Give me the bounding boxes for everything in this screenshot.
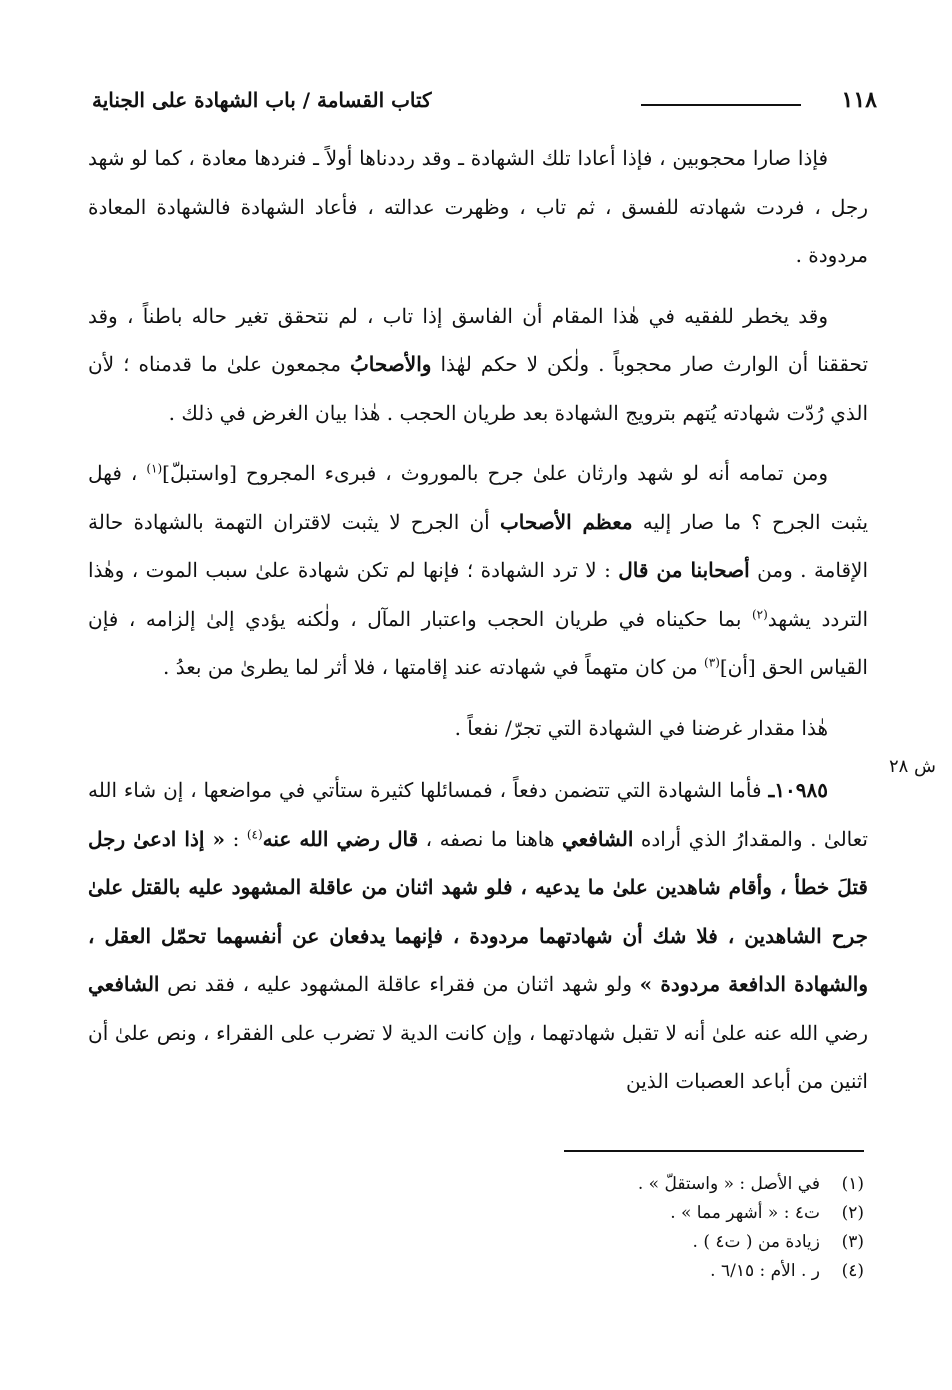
footnote-text: زيادة من ( ت٤ ) . — [692, 1232, 820, 1252]
footnote-text: في الأصل : « واستقلّ » . — [637, 1174, 820, 1194]
body-text — [88, 134, 868, 1118]
footnote-ref: (٢) — [751, 606, 768, 621]
paragraph-4 — [88, 704, 868, 753]
bold-term: معظم الأصحاب — [499, 509, 633, 534]
text-line: ، فهل يثبت الجرح ؟ ما صار إليه — [88, 461, 869, 534]
page-header — [92, 82, 877, 118]
text-line: كانت الدية لا تضرب على الفقراء ، ونص علىٰ أن اثنين من أباعد العصبات الذين — [88, 1020, 868, 1093]
page-number: ١١٨ — [841, 87, 877, 113]
paragraph-3 — [88, 449, 868, 692]
footnote — [264, 1170, 864, 1199]
running-title: كتاب القسامة / باب الشهادة على الجناية — [92, 88, 432, 112]
footnote-rule — [564, 1150, 864, 1152]
text-line: شاء الله تعالىٰ . والمقدارُ الذي أراده — [88, 778, 868, 851]
paragraph-2 — [88, 292, 868, 438]
text-line: ولو شهد اثنان من فقراء — [429, 972, 632, 996]
text-line: هاهنا ما نصفه ، — [425, 826, 555, 851]
footnote-ref: (٤) — [246, 826, 263, 841]
text-line: مجمعون علىٰ — [226, 352, 341, 376]
text-line: : — [232, 826, 240, 851]
bold-term: الشافعي — [561, 826, 634, 851]
footnote — [264, 1257, 864, 1286]
text-line: بما حكيناه في طريان الحجب — [487, 606, 742, 631]
footnote-ref: (١) — [146, 461, 163, 476]
text-line: رضي الله عنه علىٰ أنه لا تقبل شهادتهما ، وإن — [492, 1020, 868, 1045]
bold-term: قال رضي الله عنه — [262, 826, 419, 851]
text-line: أن الجرح لا يثبت — [341, 509, 490, 534]
footnote-ref: (٣) — [704, 655, 720, 670]
footnote-number: (٢) — [841, 1203, 864, 1223]
footnote-text: ر . الأم : ٦/١٥ . — [710, 1261, 820, 1281]
quoted-text: « إذا ادعىٰ رجل قتلَ خطأ ، وأقام شاهدين علىٰ ما يدعيه ، فلو شهد اثنان من عاقلة — [88, 826, 868, 899]
footnote — [264, 1228, 864, 1257]
footnotes — [264, 1170, 864, 1286]
text-line: [واستبلّ] — [162, 461, 237, 485]
text-line: شهادته عند إقامتها ، فلا أثر لما يطرىٰ من بعدُ . — [163, 655, 547, 679]
bold-term: أصحابنا من قال — [618, 558, 750, 582]
text-line: وقد تحققنا أن الوارث صار محجوباً . ولٰكن لا حكم لهٰذا — [88, 303, 869, 376]
header-rule — [641, 104, 801, 106]
text-line: ومن تمامه أنه لو شهد وارثان علىٰ جرح بالموروث ، فبرىء المجروح — [245, 461, 828, 485]
quoted-text: يدفعان عن أنفسهما تحمّل العقل ، والشهادة الدافعة مردودة » — [88, 923, 869, 996]
bold-term: الشافعي — [88, 972, 160, 996]
text-line: من كان متهماً في — [552, 655, 698, 679]
text-line: فالشهادة المعادة مردودة . — [88, 194, 868, 267]
margin-note: ش ٢٨ — [888, 756, 936, 777]
text-line: هٰذا مقدار غرضنا في الشهادة التي تجرّ/ نفعاً . — [454, 715, 828, 740]
footnote-number: (١) — [841, 1174, 864, 1194]
text-line: ما قدمناه ؛ لأن الذي رُدّت شهادته يُتهم بترويج الشهادة بعد طريان الحجب . هٰذا بيان — [88, 352, 868, 425]
text-line: لاقتران التهمة بالشهادة حالة الإقامة . ومن — [88, 509, 868, 582]
text-line: فأما الشهادة التي تتضمن دفعاً ، فمسائلها كثيرة ستأتي في مواضعها ، إن — [163, 778, 762, 802]
text-line: واعتبار المآل ، ولٰكنه يؤدي إلىٰ إلزامه ، فإن القياس الحق [أن] — [88, 606, 868, 679]
footnote-text: ت٤ : « أشهر مما » . — [670, 1203, 820, 1223]
text-line: : لا ترد الشهادة ؛ فإنها لم — [396, 558, 611, 582]
text-line: تكن شهادة علىٰ سبب الموت ، وهٰذا التردد يشهد — [88, 558, 869, 631]
paragraph-5 — [88, 766, 868, 1106]
text-line: عاقلة المشهود عليه ، فقد نص — [167, 972, 422, 996]
paragraph-1 — [88, 134, 868, 280]
footnote — [264, 1199, 864, 1228]
text-line: وقد يخطر للفقيه في هٰذا المقام أن الفاسق إذا تاب ، لم نتحقق تغير حاله باطناً ، — [126, 303, 829, 328]
text-line: فإذا صارا محجوبين ، فإذا أعادا تلك الشهادة ـ وقد رددناها أولاً ـ فنردها معادة ، — [188, 146, 829, 170]
text-line: كما لو شهد رجل ، فردت شهادته للفسق ، ثم تاب ، وظهرت عدالته ، فأعاد الشهادة — [88, 146, 869, 219]
text-line: الغرض في ذلك . — [168, 400, 309, 425]
quoted-text: المشهود عليه بالقتل علىٰ جرح الشاهدين ، فلا شك أن شهادتهما مردودة ، فإنهما — [88, 875, 869, 948]
section-number: ١٠٩٨٥ـ — [768, 778, 829, 802]
footnote-number: (٤) — [841, 1261, 864, 1281]
bold-term: والأصحابُ — [349, 352, 432, 376]
footnote-number: (٣) — [841, 1232, 864, 1252]
